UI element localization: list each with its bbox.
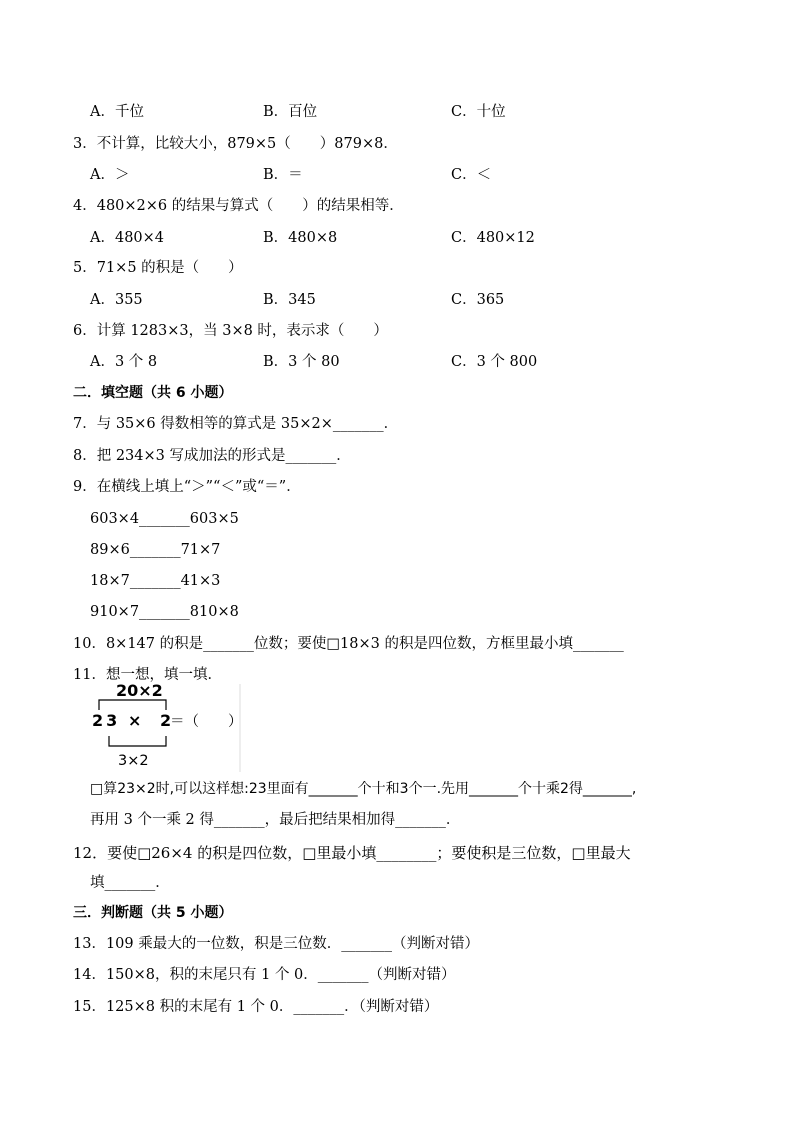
question-14: 14．150×8，积的末尾只有 1 个 0．_______（判断对错）	[73, 967, 456, 983]
q9-item-1: 603×4_______603×5	[90, 511, 239, 527]
q5-option-c: C．365	[451, 292, 505, 308]
top-label: 20×2	[116, 681, 163, 700]
q2-option-b: B．百位	[263, 104, 318, 120]
equals-paren: ＝（ ）	[170, 714, 243, 730]
q9-item-2: 89×6_______71×7	[90, 542, 221, 558]
section-3-heading: 三．判断题（共 5 小题）	[73, 905, 233, 921]
q5-option-a: A．355	[90, 292, 143, 308]
q4-option-c: C．480×12	[451, 230, 535, 246]
q11-line-2: 再用 3 个一乘 2 得_______，最后把结果相加得_______．	[90, 812, 461, 828]
q6-option-b: B．3 个 80	[263, 354, 340, 370]
q4-option-b: B．480×8	[263, 230, 338, 246]
q3-option-b: B．＝	[263, 167, 303, 183]
q9-item-4: 910×7_______810×8	[90, 604, 239, 620]
q6-option-c: C．3 个 800	[451, 354, 538, 370]
bottom-label: 3×2	[118, 753, 149, 769]
question-7: 7．与 35×6 得数相等的算式是 35×2×_______．	[73, 416, 399, 432]
question-15: 15．125×8 积的末尾有 1 个 0．_______．（判断对错）	[73, 999, 439, 1015]
question-13: 13．109 乘最大的一位数，积是三位数．_______（判断对错）	[73, 936, 479, 952]
q11-line-1: □算23×2时,可以这样想:23里面有_______个十和3个一.先用_______个十乘2得_______,	[90, 781, 637, 797]
question-10: 10．8×147 的积是_______位数；要使□18×3 的积是四位数，方框里最小填_______	[73, 636, 624, 652]
q2-option-c: C．十位	[451, 104, 506, 120]
question-5: 5．71×5 的积是（ ）	[73, 260, 243, 276]
expression-2: 2	[160, 711, 172, 730]
q9-item-3: 18×7_______41×3	[90, 573, 221, 589]
q2-option-a: A．千位	[90, 104, 144, 120]
question-12-line-1: 12．要使□26×4 的积是四位数，□里最小填________；要使积是三位数，□里最大	[73, 844, 631, 862]
question-3: 3．不计算，比较大小，879×5（ ）879×8．	[73, 136, 398, 152]
section-2-heading: 二．填空题（共 6 小题）	[73, 385, 233, 401]
q3-option-a: A．＞	[90, 167, 130, 183]
question-6: 6．计算 1283×3，当 3×8 时，表示求（ ）	[73, 323, 388, 339]
q4-option-a: A．480×4	[90, 230, 165, 246]
question-11: 11．想一想，填一填．	[73, 667, 222, 683]
expression-23: 23	[92, 711, 121, 730]
q6-option-a: A．3 个 8	[90, 354, 158, 370]
times-sign: ×	[128, 711, 142, 730]
question-9: 9．在横线上填上“＞”“＜”或“＝”．	[73, 479, 301, 495]
question-8: 8．把 234×3 写成加法的形式是_______．	[73, 448, 351, 464]
multiplication-split-diagram	[90, 681, 250, 774]
question-12-line-2: 填_______．	[90, 875, 170, 891]
q3-option-c: C．＜	[451, 167, 492, 183]
q5-option-b: B．345	[263, 292, 316, 308]
question-4: 4．480×2×6 的结果与算式（ ）的结果相等．	[73, 198, 404, 214]
